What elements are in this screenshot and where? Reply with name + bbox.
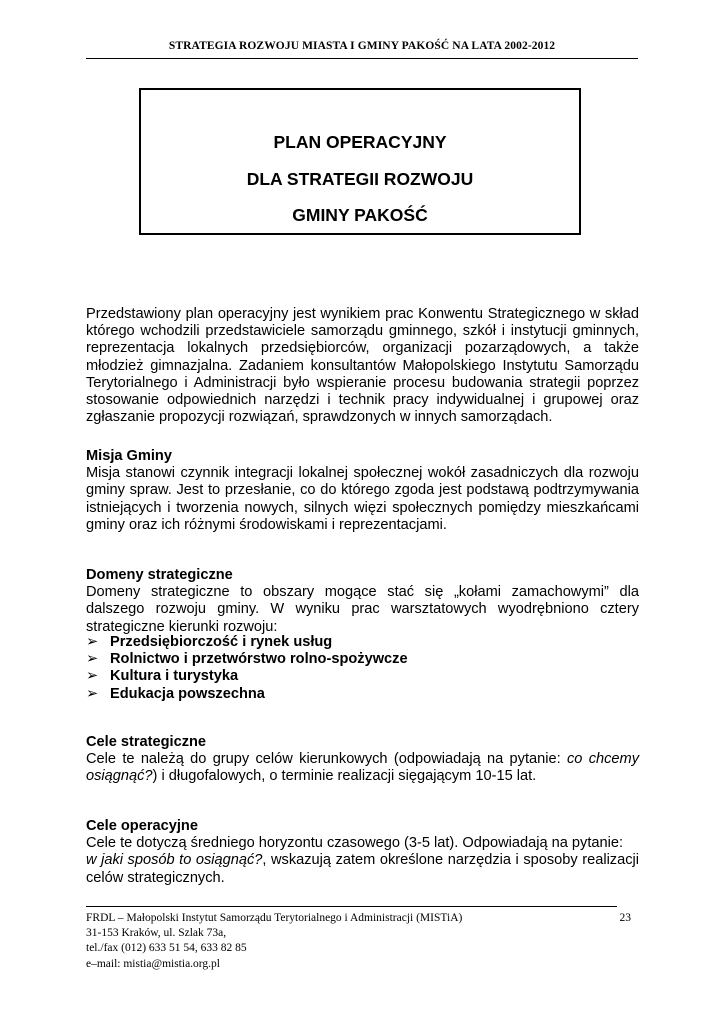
title-line-1: PLAN OPERACYJNY xyxy=(273,132,447,152)
arrow-bullet-icon: ➢ xyxy=(86,685,99,702)
domeny-line: Domeny strategiczne to obszary mogące stać się „kołami zamachowymi” dla xyxy=(86,584,639,601)
page-footer xyxy=(86,911,631,972)
cele-operacyjne-line: celów strategicznych. xyxy=(86,869,225,886)
intro-line: zgłaszanie propozycji rozwiązań, sprawdzonych w innych samorządach. xyxy=(86,409,553,426)
list-item xyxy=(86,634,639,651)
intro-line: stosowanie odpowiednich narzędzi i technik pracy indywidualnej i grupowej oraz xyxy=(86,392,639,409)
title-line-2: DLA STRATEGII ROZWOJU xyxy=(246,169,474,189)
cele-strategiczne-line xyxy=(86,751,639,768)
page-number: 23 xyxy=(619,912,631,924)
bullet-text: Rolnictwo i przetwórstwo rolno-spożywcze xyxy=(110,651,408,668)
bullet-text: Przedsiębiorczość i rynek usług xyxy=(110,634,333,650)
footer-email: e–mail: mistia@mistia.org.pl xyxy=(86,957,220,970)
title-box xyxy=(139,88,581,235)
misja-line: istniejących i tworzenia nowych, silnych więzi społecznych pomiędzy mieszkańcami xyxy=(86,499,639,516)
section-heading: Misja Gminy xyxy=(86,448,172,464)
misja-line: Misja stanowi czynnik integracji lokalnej społecznej wokół zasadniczych dla rozwoju xyxy=(86,465,639,482)
domeny-section xyxy=(86,567,639,636)
bullet-text: Kultura i turystyka xyxy=(110,668,239,685)
footer-address: 31-153 Kraków, ul. Szlak 73a, xyxy=(86,927,227,940)
arrow-bullet-icon: ➢ xyxy=(86,651,99,668)
footer-org: FRDL – Małopolski Instytut Samorządu Terytorialnego i Administracji (MISTiA) xyxy=(86,912,463,924)
section-heading: Domeny strategiczne xyxy=(86,567,233,583)
arrow-bullet-icon: ➢ xyxy=(86,668,99,685)
text-run: ) i długofalowych, o terminie realizacji sięgającym 10-15 lat. xyxy=(152,768,537,785)
running-header: STRATEGIA ROZWOJU MIASTA I GMINY PAKOŚĆ NA LATA 2002-2012 xyxy=(168,40,556,52)
list-item xyxy=(86,686,639,703)
text-run: Cele te należą do grupy celów kierunkowych (odpowiadają na pytanie: xyxy=(86,751,567,768)
cele-operacyjne-line: Cele te dotyczą średniego horyzontu czasowego (3-5 lat). Odpowiadają na pytanie: xyxy=(86,835,624,852)
footer-divider xyxy=(86,906,617,907)
bullet-text: Edukacja powszechna xyxy=(110,685,265,702)
list-item xyxy=(86,651,639,668)
intro-paragraph xyxy=(86,306,639,426)
intro-line: młodzież gimnazjalna. Zadaniem konsultantów Małopolskiego Instytutu Samorządu xyxy=(86,357,639,374)
section-heading: Cele strategiczne xyxy=(86,734,207,750)
domeny-line: strategiczne kierunki rozwoju: xyxy=(86,618,278,635)
intro-line: Przedstawiony plan operacyjny jest wynikiem prac Konwentu Strategicznego w skład xyxy=(86,306,639,322)
arrow-bullet-icon: ➢ xyxy=(86,634,99,650)
header-divider xyxy=(86,58,638,59)
section-heading: Cele operacyjne xyxy=(86,818,198,834)
cele-operacyjne-section xyxy=(86,818,639,887)
cele-strategiczne-line xyxy=(86,768,639,785)
misja-section xyxy=(86,448,639,534)
text-run: , wskazują zatem określone narzędzia i sposoby realizacji xyxy=(262,852,640,869)
intro-line: którego wchodzili przedstawiciele samorządu gminnego, szkół i instytucji gminnych, xyxy=(86,323,639,340)
misja-line: gminy oraz ich różnymi środowiskami i reprezentacjami. xyxy=(86,516,447,533)
domeny-line: dalszego rozwoju gminy. W wyniku prac warsztatowych wyodrębniono cztery xyxy=(86,601,639,618)
cele-strategiczne-section xyxy=(86,734,639,786)
footer-phone: tel./fax (012) 633 51 54, 633 82 85 xyxy=(86,942,247,955)
intro-line: reprezentacja lokalnych przedsiębiorców, organizacji pozarządowych, a także xyxy=(86,340,639,357)
title-line-3: GMINY PAKOŚĆ xyxy=(292,205,428,225)
misja-line: gminy spraw. Jest to przesłanie, co do którego zgoda jest podstawą podtrzymywania xyxy=(86,482,639,499)
cele-operacyjne-line xyxy=(86,852,639,869)
italic-run: osiągnąć? xyxy=(86,768,153,785)
domeny-bullet-list xyxy=(86,634,639,703)
list-item xyxy=(86,668,639,685)
italic-run: w jaki sposób to osiągnąć? xyxy=(86,852,263,869)
italic-run: co chcemy xyxy=(566,751,639,768)
intro-line: Terytorialnego i Administracji było wspieranie procesu budowania strategii poprzez xyxy=(86,374,639,391)
